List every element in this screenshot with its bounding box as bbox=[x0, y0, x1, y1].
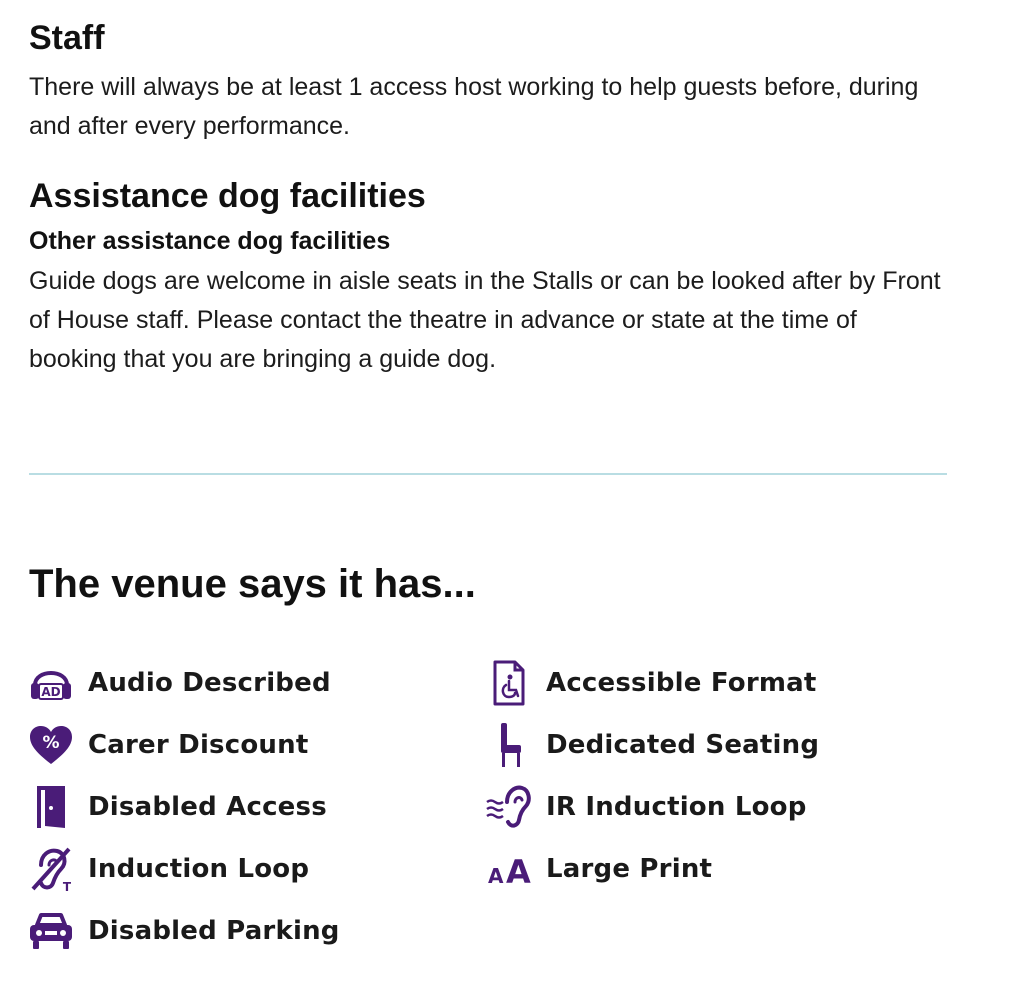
venue-facilities-heading: The venue says it has... bbox=[29, 562, 476, 606]
assistance-dog-text: Guide dogs are welcome in aisle seats in the Stalls or can be looked after by Front of House staff. Please contact the theatre in advance or state at the time of booking that you are bringing a guide dog. bbox=[29, 267, 941, 373]
svg-text:A: A bbox=[488, 864, 504, 888]
facility-label: Induction Loop bbox=[88, 854, 310, 884]
door-icon bbox=[26, 782, 76, 832]
svg-text:A: A bbox=[506, 853, 531, 889]
section-divider bbox=[29, 473, 947, 475]
large-print-icon bbox=[484, 844, 534, 894]
facility-disabled-access bbox=[26, 782, 327, 832]
svg-text:AD: AD bbox=[41, 685, 61, 699]
facility-dedicated-seating bbox=[484, 720, 819, 770]
ir-induction-loop-icon bbox=[484, 782, 534, 832]
facility-label: Dedicated Seating bbox=[546, 730, 820, 760]
facility-label: Carer Discount bbox=[88, 730, 309, 760]
audio-described-icon bbox=[26, 658, 76, 708]
induction-loop-icon bbox=[26, 844, 76, 894]
chair-icon bbox=[484, 720, 534, 770]
facility-accessible-format bbox=[484, 658, 817, 708]
assistance-dog-section bbox=[29, 176, 949, 379]
svg-text:T: T bbox=[62, 880, 72, 893]
carer-discount-icon bbox=[26, 720, 76, 770]
facility-label: Disabled Parking bbox=[88, 916, 340, 946]
facility-label: Disabled Access bbox=[88, 792, 327, 822]
facility-large-print bbox=[484, 844, 712, 894]
facility-label: Large Print bbox=[546, 854, 713, 884]
facility-disabled-parking bbox=[26, 906, 340, 956]
facility-ir-induction-loop bbox=[484, 782, 807, 832]
staff-heading: Staff bbox=[29, 19, 105, 57]
staff-section bbox=[29, 18, 949, 146]
facility-label: Accessible Format bbox=[546, 668, 817, 698]
facility-induction-loop bbox=[26, 844, 309, 894]
facility-label: Audio Described bbox=[88, 668, 331, 698]
accessibility-info bbox=[29, 18, 949, 379]
facility-carer-discount bbox=[26, 720, 308, 770]
facility-audio-described bbox=[26, 658, 331, 708]
assistance-dog-subheading: Other assistance dog facilities bbox=[29, 227, 391, 255]
staff-text: There will always be at least 1 access host working to help guests before, during and after every performance. bbox=[29, 73, 919, 140]
car-icon bbox=[26, 906, 76, 956]
assistance-dog-heading: Assistance dog facilities bbox=[29, 177, 426, 215]
facility-label: IR Induction Loop bbox=[546, 792, 807, 822]
accessible-format-icon bbox=[484, 658, 534, 708]
svg-text:%: % bbox=[42, 733, 60, 753]
